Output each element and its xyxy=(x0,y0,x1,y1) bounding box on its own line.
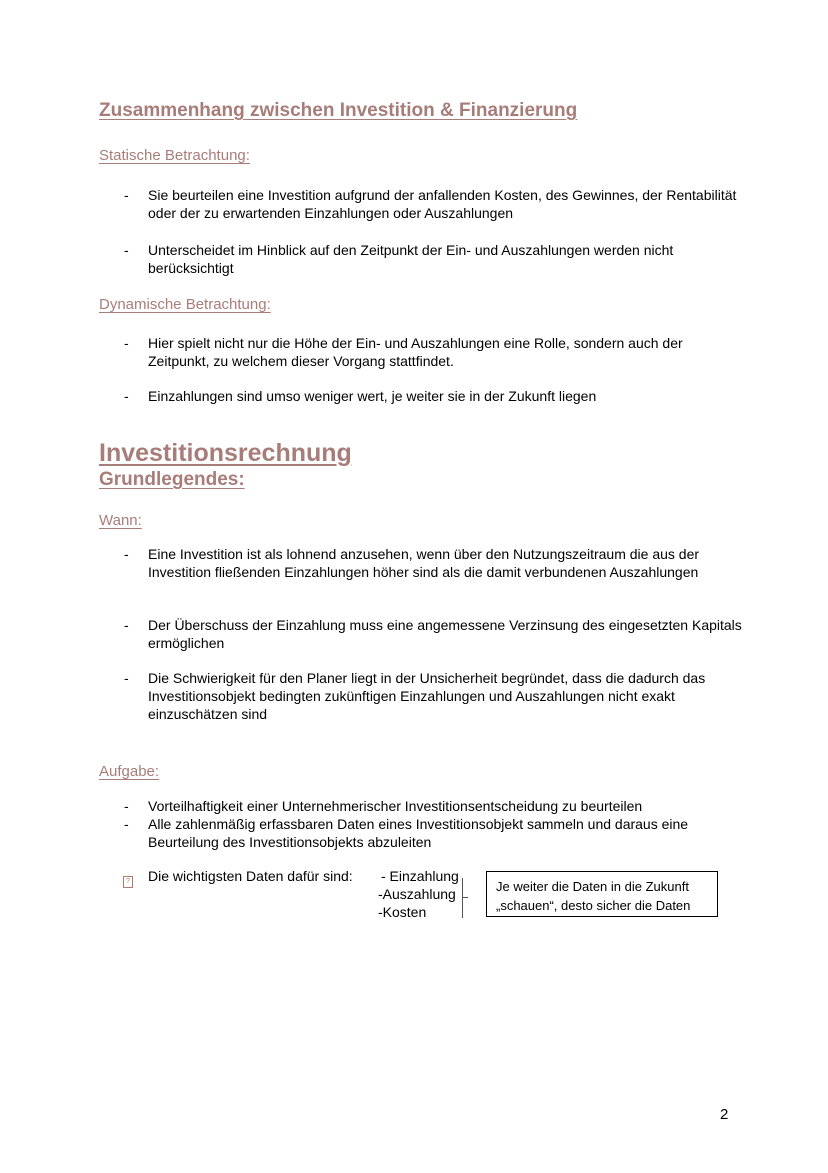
section-title-zusammenhang: Zusammenhang zwischen Investition & Finanzierung xyxy=(99,100,578,121)
bullet-dash: - xyxy=(124,335,129,351)
bullet-dash: - xyxy=(124,187,129,203)
heading-dynamische-betrachtung: Dynamische Betrachtung: xyxy=(99,296,271,313)
bullet-dash: - xyxy=(124,670,129,686)
bullet-dash: - xyxy=(124,242,129,258)
bullet-text: Einzahlungen sind umso weniger wert, je weiter sie in der Zukunft liegen xyxy=(148,388,597,404)
subtitle-grundlegendes: Grundlegendes: xyxy=(99,469,245,490)
missing-glyph-icon: ? xyxy=(123,876,133,888)
bullet-dash: - xyxy=(124,798,129,814)
page-number: 2 xyxy=(720,1106,729,1123)
data-item-auszahlung: -Auszahlung xyxy=(378,886,456,902)
note-line: Je weiter die Daten in die Zukunft xyxy=(496,879,689,894)
bullet-text: Vorteilhaftigkeit einer Unternehmerischer Investitionsentscheidung zu beurteilen xyxy=(148,798,643,814)
brace-connector-tick xyxy=(462,897,468,898)
note-box xyxy=(486,871,718,917)
bullet-dash: - xyxy=(124,816,129,832)
data-item-einzahlung: - Einzahlung xyxy=(381,868,459,884)
bullet-text: Hier spielt nicht nur die Höhe der Ein- und Auszahlungen eine Rolle, sondern auch der Zeitpunkt, zu welchem dieser Vorgang stattfindet. xyxy=(148,335,683,369)
brace-connector xyxy=(454,878,463,918)
heading-wann: Wann: xyxy=(99,512,142,529)
bullet-text: Die Schwierigkeit für den Planer liegt in der Unsicherheit begründet, dass die dadurch das Investitionsobjekt bedingten zukünftigen Einzahlungen und Auszahlungen nicht exakt einzuschätzen sind xyxy=(148,670,706,722)
bullet-text: Der Überschuss der Einzahlung muss eine angemessene Verzinsung des eingesetzten Kapitals ermöglichen xyxy=(148,617,742,651)
section-title-investitionsrechnung: Investitionsrechnung xyxy=(99,439,352,467)
data-line-label: Die wichtigsten Daten dafür sind: xyxy=(148,868,353,884)
data-item-kosten: -Kosten xyxy=(378,904,427,920)
bullet-text: Eine Investition ist als lohnend anzusehen, wenn über den Nutzungszeitraum die aus der Investition fließenden Einzahlungen höher sind als die damit verbundenen Auszahlungen xyxy=(148,546,700,580)
bullet-dash: - xyxy=(124,617,129,633)
bullet-dash: - xyxy=(124,388,129,404)
heading-statische-betrachtung: Statische Betrachtung: xyxy=(99,147,250,164)
bullet-text: Unterscheidet im Hinblick auf den Zeitpunkt der Ein- und Auszahlungen werden nicht berücksichtigt xyxy=(148,242,674,276)
bullet-dash: - xyxy=(124,546,129,562)
note-line: „schauen“, desto sicher die Daten xyxy=(496,898,691,913)
arrow-bullet-icon xyxy=(123,870,133,888)
heading-aufgabe: Aufgabe: xyxy=(99,763,160,780)
bullet-text: Sie beurteilen eine Investition aufgrund der anfallenden Kosten, des Gewinnes, der Rentabilität oder der zu erwartenden Einzahlungen oder Auszahlungen xyxy=(148,187,737,221)
bullet-text: Alle zahlenmäßig erfassbaren Daten eines Investitionsobjekt sammeln und daraus eine Beurteilung des Investitionsobjekts abzuleiten xyxy=(148,816,689,850)
